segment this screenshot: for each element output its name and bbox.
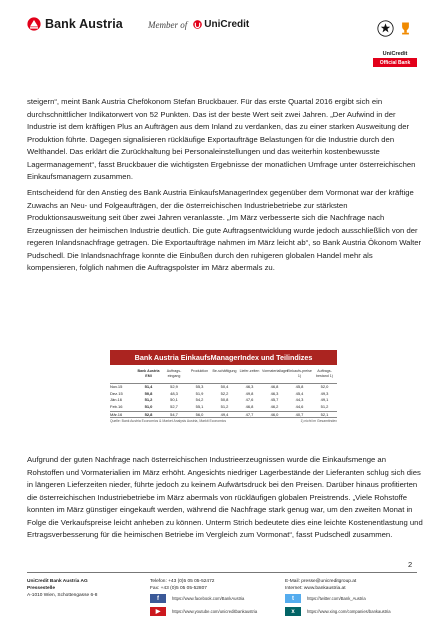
table-cell: 54,2 bbox=[195, 397, 204, 403]
table-cell: 51,4 bbox=[144, 384, 153, 389]
youtube-icon: ▶ bbox=[150, 607, 166, 616]
table-cell: 50,8 bbox=[220, 397, 229, 403]
footer-phone: Telefon: +43 (0)5 05 05-52472 bbox=[150, 579, 215, 584]
facebook-url: https://www.facebook.com/BankAustria bbox=[172, 596, 245, 601]
table-cell: 49,4 bbox=[220, 411, 229, 417]
table-cell: 48,3 bbox=[170, 390, 178, 396]
twitter-link[interactable] bbox=[285, 594, 366, 603]
table-cell: 51,0 bbox=[144, 404, 153, 410]
table-header-cell: Auftrags-eingang bbox=[166, 369, 182, 378]
table-cell: 49,1 bbox=[320, 397, 329, 403]
table-cell: 40,7 bbox=[295, 411, 304, 417]
table-cell: 52,0 bbox=[320, 384, 329, 389]
table-header-cell: Bank Austria EMI bbox=[137, 369, 160, 378]
table-cell: 47,7 bbox=[245, 411, 254, 417]
table-cell: 50,8 bbox=[144, 390, 153, 396]
facebook-link[interactable] bbox=[150, 594, 244, 603]
table-cell: 52,7 bbox=[170, 404, 178, 410]
official-bank-badge bbox=[373, 7, 417, 67]
table-header-row bbox=[110, 365, 337, 383]
table-cell: 55,1 bbox=[195, 404, 204, 410]
table-cell: 46,8 bbox=[245, 404, 254, 410]
table-cell: 51,9 bbox=[195, 390, 204, 396]
member-of-label: Member of bbox=[148, 19, 188, 30]
member-of-unicredit bbox=[148, 19, 249, 30]
footer-email[interactable]: E-Mail: presse@unicreditgroup.at bbox=[285, 579, 357, 584]
table-cell: 46,3 bbox=[245, 384, 254, 389]
table-cell: 56,0 bbox=[195, 411, 204, 417]
footer-website[interactable]: Internet: www.bankaustria.at bbox=[285, 586, 346, 591]
official-bank-label: Official Bank bbox=[373, 58, 417, 67]
table-cell: 47,6 bbox=[245, 397, 254, 403]
table-cell: 52,1 bbox=[320, 411, 329, 417]
emi-table bbox=[110, 350, 337, 434]
table-cell: 46,3 bbox=[270, 390, 279, 396]
table-header-cell: Liefer-zeiten bbox=[239, 369, 260, 373]
table-header-cell: Einkaufs-preise 1) bbox=[287, 369, 312, 378]
table-cell: 52,8 bbox=[144, 411, 153, 417]
table-cell: Jän.16 bbox=[110, 397, 123, 403]
paragraph-1: steigern“, meint Bank Austria Chefökonom Stefan Bruckbauer. Für das erste Quartal 2016 ergibt sich ein durchschnittlicher Indikatorwert von 52 Punkten. Das ist der beste Wert seit zwei Jahren. „Der Aufwind in der Industrie ist dem kräftigen Plus an Aufträgen aus dem Inland zu verdanken, das zu einer starken Ausweitung der Produktion führte. Dagegen signalisieren rückläufige Exportaufträge Belastungen für die Industrie durch den Welthandel. Das erklärt die Zurückhaltung bei Personaleinstellungen und das weiterhin kostenbewusste Lagermanagement“, fasst Bruckbauer die wichtigsten Ergebnisse der monatlichen Umfrage unter österreichischen Einkaufsmanagern zusammen. bbox=[27, 97, 416, 181]
table-cell: Feb.16 bbox=[110, 404, 123, 410]
table-cell: 50,4 bbox=[220, 384, 229, 389]
table-row bbox=[110, 411, 337, 418]
page-number: 2 bbox=[408, 560, 413, 569]
table-cell: Dez.15 bbox=[110, 390, 123, 396]
table-cell: 52,2 bbox=[220, 390, 229, 396]
table-row bbox=[110, 404, 337, 411]
europa-league-icon bbox=[397, 20, 414, 37]
xing-link[interactable] bbox=[285, 607, 391, 616]
unicredit-label: UniCredit bbox=[204, 19, 250, 30]
bank-austria-logo bbox=[27, 17, 123, 31]
unicredit-logo bbox=[193, 19, 249, 30]
table-row bbox=[110, 397, 337, 404]
uefa-logos bbox=[373, 7, 417, 50]
footer-company: UniCredit Bank Austria AG bbox=[27, 579, 88, 584]
champions-league-icon bbox=[377, 20, 394, 37]
xing-url: https://www.xing.com/companies/bankaustria bbox=[307, 609, 391, 614]
table-row bbox=[110, 391, 337, 398]
table-cell: Mär.16 bbox=[110, 411, 123, 417]
badge-unicredit: UniCredit bbox=[382, 51, 408, 57]
table-header-cell: Vormateriallager bbox=[262, 369, 289, 373]
table-title: Bank Austria EinkaufsManagerIndex und Teilindizes bbox=[110, 350, 337, 365]
table-cell: 51,2 bbox=[144, 397, 153, 403]
footer-contact bbox=[150, 578, 214, 592]
table-cell: Nov.15 bbox=[110, 384, 123, 389]
table-cell: 51,2 bbox=[320, 404, 329, 410]
table-note: 1) nicht im Gesamtindex bbox=[300, 419, 337, 424]
table-cell: 44,6 bbox=[295, 404, 304, 410]
xing-icon: x bbox=[285, 607, 301, 616]
table-footnote bbox=[110, 417, 337, 423]
footer-street: A-1010 Wien, Schottengasse 6-8 bbox=[27, 593, 98, 598]
table-cell: 45,4 bbox=[295, 390, 304, 396]
table-cell: 44,3 bbox=[295, 397, 304, 403]
table-cell: 46,0 bbox=[270, 411, 279, 417]
table-cell: 49,3 bbox=[320, 390, 329, 396]
table-row bbox=[110, 384, 337, 391]
table-cell: 55,3 bbox=[195, 384, 204, 389]
paragraph-2: Entscheidend für den Anstieg des Bank Austria EinkaufsManagerIndex gegenüber dem Vormonat war der kräftige Zuwachs an Neu- und Folgeaufträgen, der die österreichischen Industriebetriebe zur stärksten Produktionsausweitung seit über zwei Jahren veranlasste. „Im März verbesserte sich die Nachfrage nach Erzeugnissen der heimischen Industrie deutlich. Die gute Auftragsentwicklung wurde jedoch ausschließlich von der regeren Inlandsnachfrage getragen. Die Exportaufträge nahmen im März leicht ab“, so Bank Austria Ökonom Walter Pudschedl. Die Inlandsnachfrage konnte die Einbußen durch den ruhigeren globalen Handel mehr als kompensieren, folglich nahmen die Auftragspolster im März abermals zu. bbox=[27, 188, 422, 272]
bank-austria-mark-icon bbox=[27, 17, 41, 31]
table-cell: 49,8 bbox=[245, 390, 254, 396]
table-source: Quelle: Bank Austria Economics & Market Analysis Austria, Markit Economics bbox=[110, 419, 227, 424]
facebook-icon: f bbox=[150, 594, 166, 603]
table-header-cell: Auftrags-bestand 1) bbox=[316, 369, 333, 378]
table-cell: 46,8 bbox=[270, 384, 279, 389]
unicredit-mark-icon bbox=[193, 20, 202, 29]
twitter-url: https://twitter.com/Bank_Austria bbox=[307, 596, 366, 601]
footer-address bbox=[27, 578, 97, 599]
paragraph-3: Aufgrund der guten Nachfrage nach österreichischen Industrieerzeugnissen wurde die Einkaufsmenge an Rohstoffen und Vormaterialien im März erhöht. Angesichts niedriger Lagerbestände der Lieferanten schlug sich dies in längeren Lieferzeiten nieder, führte jedoch zu keinem Aufwärtsdruck bei den Preisen. Darüber hinaus profitierten die österreichischen Industriebetriebe im März abermals von rückläufigen globalen Preistrends. „Viele Rohstoffe konnten im März günstiger eingekauft werden, während die Nachfrage stark genug war, um den zweiten Monat in Folge die Verkaufspreise leicht anheben zu können. Unterm Strich bedeutete dies eine leichte Kostenentlastung und Ertragsverbesserung für die heimischen Betriebe im Vergleich zum Vormonat“, fasst Pudschedl zusammen. bbox=[27, 455, 423, 539]
footer-fax: Fax: +43 (0)5 05 05-52807 bbox=[150, 586, 207, 591]
table-header-cell: Produktion bbox=[190, 369, 209, 373]
youtube-url: https://www.youtube.com/unicreditbankaustria bbox=[172, 609, 258, 614]
bank-name: Bank Austria bbox=[45, 17, 123, 31]
footer-dept: Pressestelle bbox=[27, 586, 56, 591]
footer-online bbox=[285, 578, 356, 592]
table-cell: 51,2 bbox=[220, 404, 229, 410]
table-body bbox=[110, 383, 337, 417]
table-cell: 45,7 bbox=[270, 397, 279, 403]
footer-divider bbox=[27, 572, 417, 573]
table-cell: 46,2 bbox=[270, 404, 279, 410]
twitter-icon: t bbox=[285, 594, 301, 603]
table-cell: 50,1 bbox=[170, 397, 178, 403]
table-cell: 45,8 bbox=[295, 384, 304, 389]
table-cell: 52,9 bbox=[170, 384, 178, 389]
table-cell: 54,7 bbox=[170, 411, 178, 417]
table-header-cell: Be-schäftigung bbox=[212, 369, 237, 373]
table-header-cell bbox=[110, 369, 136, 383]
youtube-link[interactable] bbox=[150, 607, 257, 616]
